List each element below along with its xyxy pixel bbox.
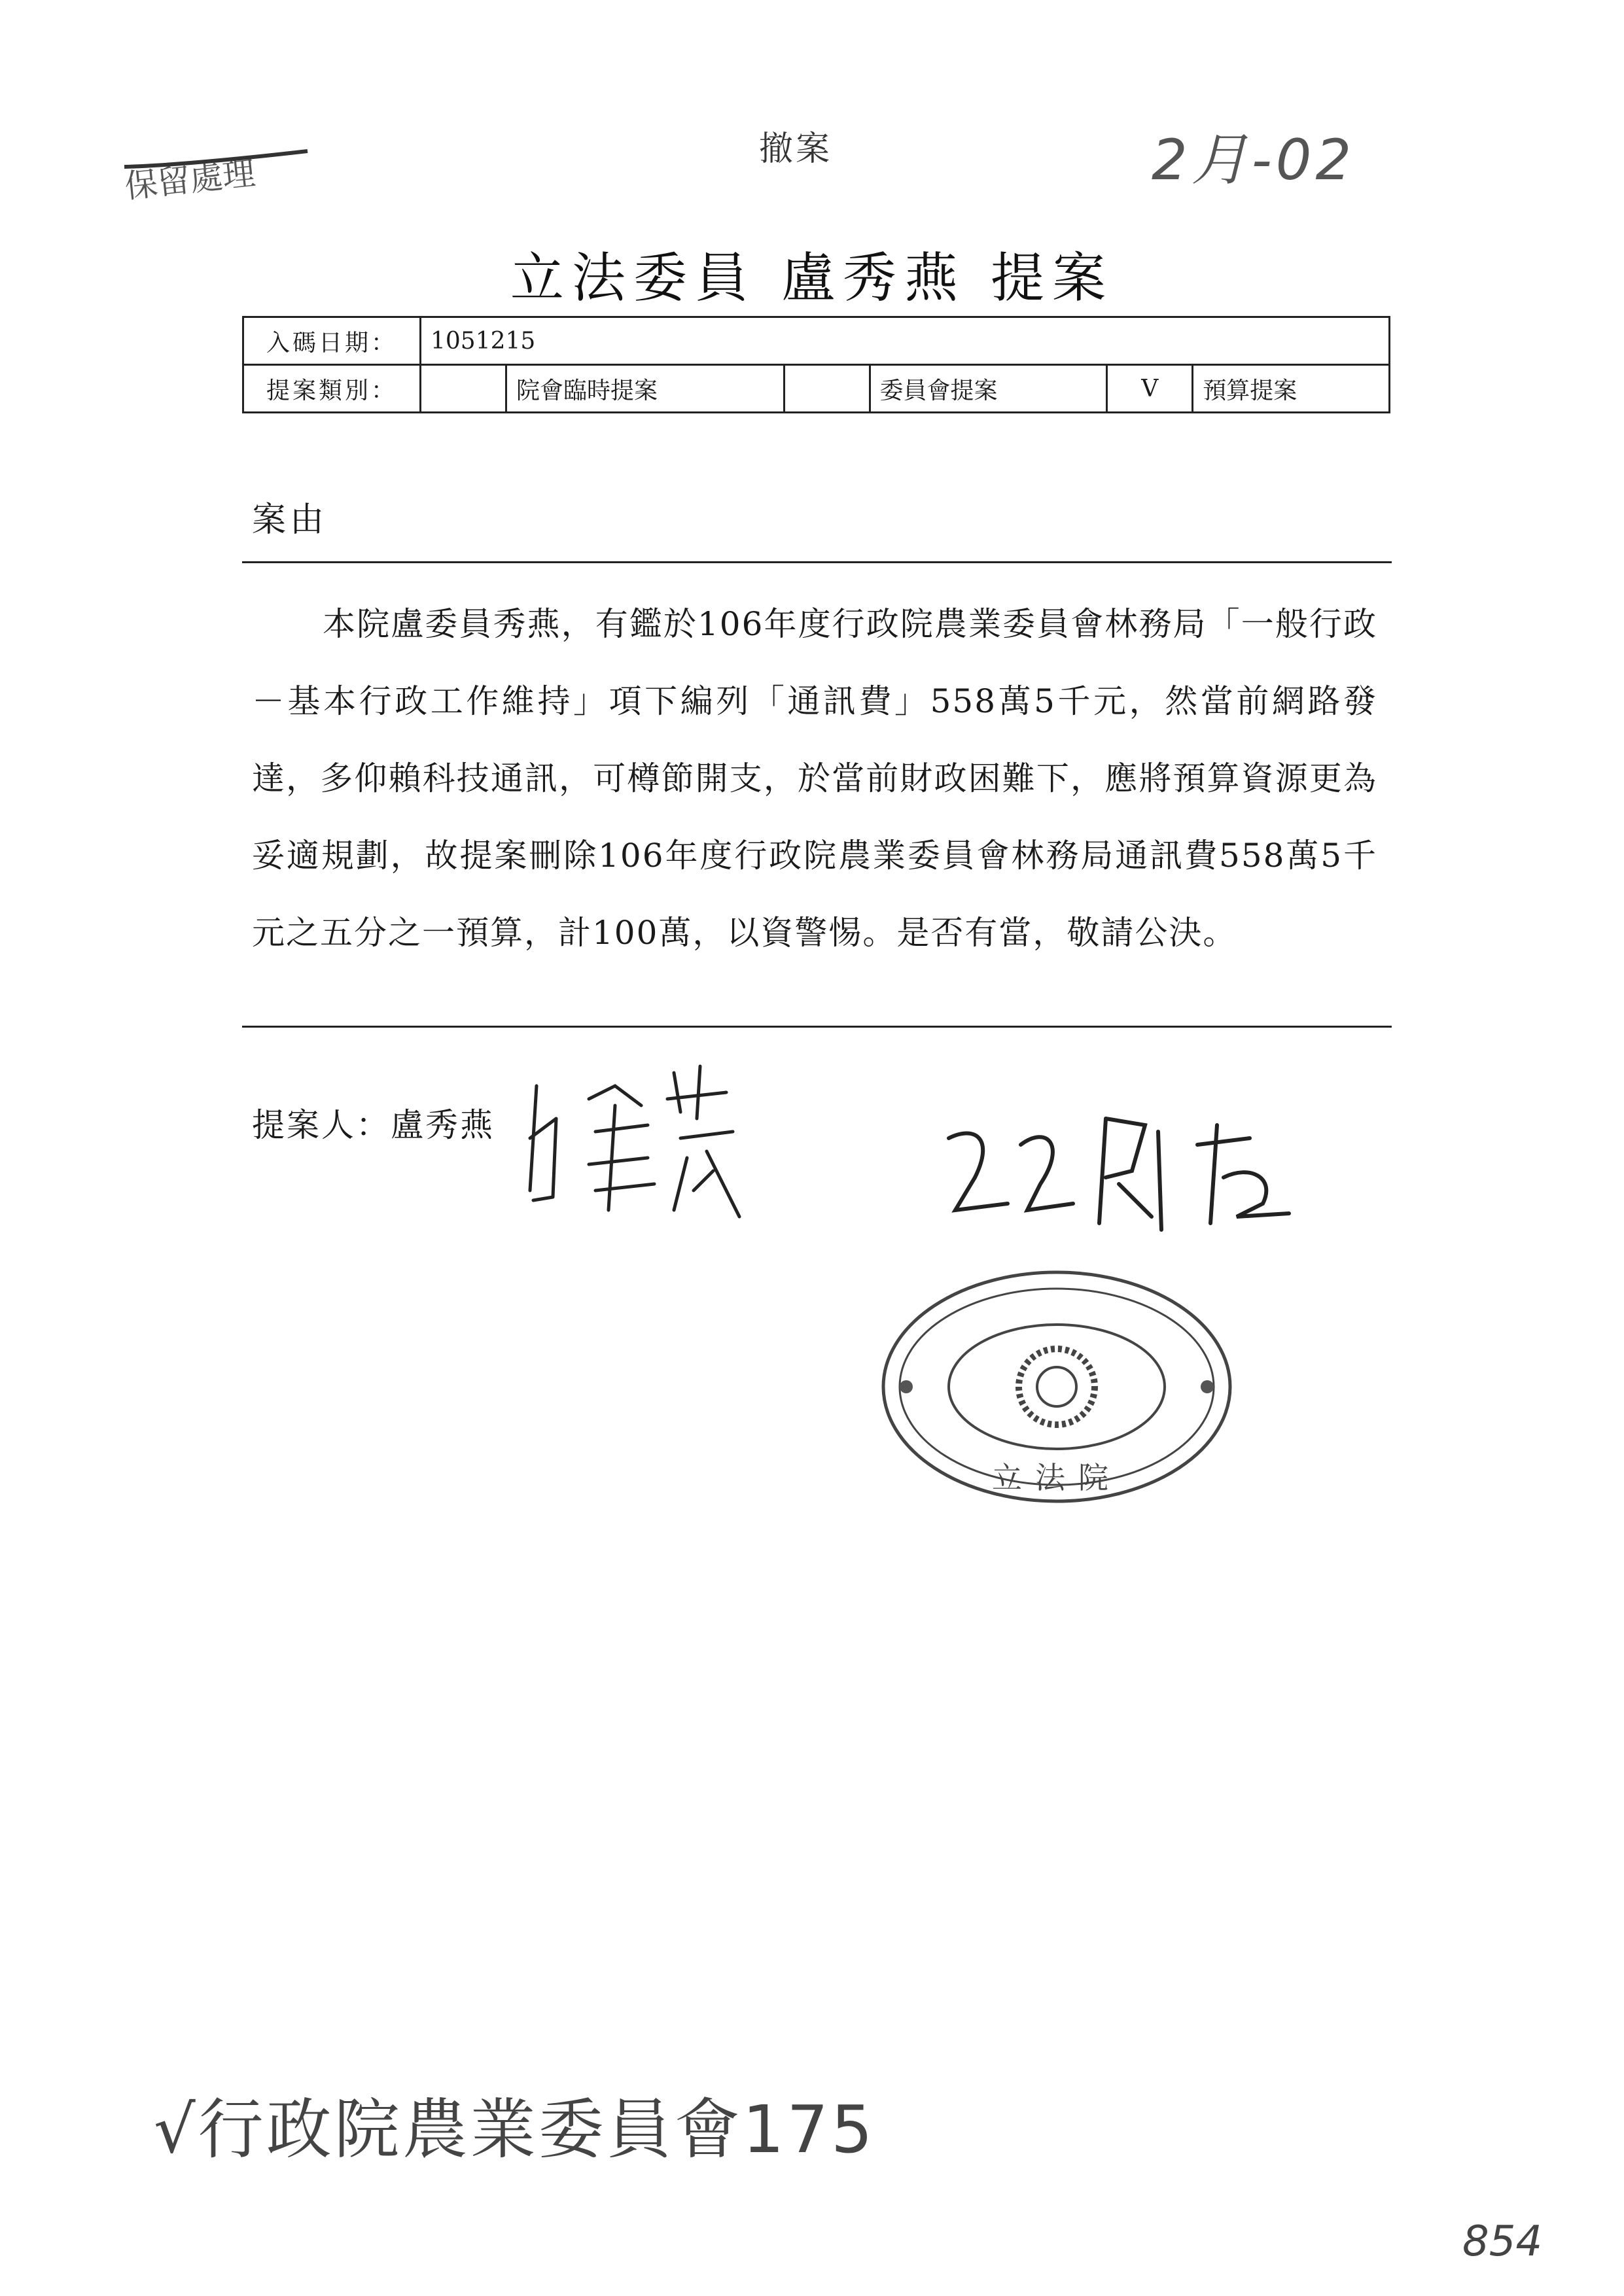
category-row xyxy=(243,365,1390,413)
footer-handwriting: √行政院農業委員會175 xyxy=(154,2091,875,2168)
cosigner-signature xyxy=(936,1099,1302,1243)
withdrawn-stamp: 撤案 xyxy=(759,130,833,169)
option-mark xyxy=(421,365,506,413)
reason-heading: 案由 xyxy=(252,500,328,540)
seal-text: 立法院 xyxy=(992,1460,1121,1495)
strike-through-mark xyxy=(121,147,311,173)
option-label: 委員會提案 xyxy=(870,365,1107,413)
entry-date-label: 入碼日期： xyxy=(243,317,421,365)
page-number: 854 xyxy=(1462,2218,1543,2266)
info-table xyxy=(242,316,1390,413)
handwritten-date: 2月-02 xyxy=(1152,128,1356,193)
divider-bottom xyxy=(242,1026,1392,1028)
option-mark xyxy=(784,365,870,413)
option-label: 院會臨時提案 xyxy=(506,365,785,413)
proposal-body: 本院盧委員秀燕，有鑑於106年度行政院農業委員會林務局「一般行政－基本行政工作維持」項下編列「通訊費」558萬5千元，然當前網路發達，多仰賴科技通訊，可樽節開支，於當前財政困難下，應將預算資源更為妥適規劃，故提案刪除106年度行政院農業委員會林務局通訊費558萬5千元之五分之一預算，計100萬，以資警惕。是否有當，敬請公決。 xyxy=(252,605,1377,952)
document-title: 立法委員 盧秀燕 提案 xyxy=(510,247,1114,309)
option-mark: V xyxy=(1107,365,1193,413)
entry-date-value: 1051215 xyxy=(421,317,1390,365)
divider-top xyxy=(242,561,1392,563)
category-label: 提案類別： xyxy=(243,365,421,413)
entry-date-row xyxy=(243,317,1390,365)
crossed-out-stamp: 保留處理 xyxy=(122,154,257,206)
proposer-label: 提案人：盧秀燕 xyxy=(252,1106,495,1144)
option-label: 預算提案 xyxy=(1193,365,1390,413)
legislative-yuan-seal xyxy=(877,1262,1237,1511)
proposer-signature xyxy=(517,1060,752,1230)
